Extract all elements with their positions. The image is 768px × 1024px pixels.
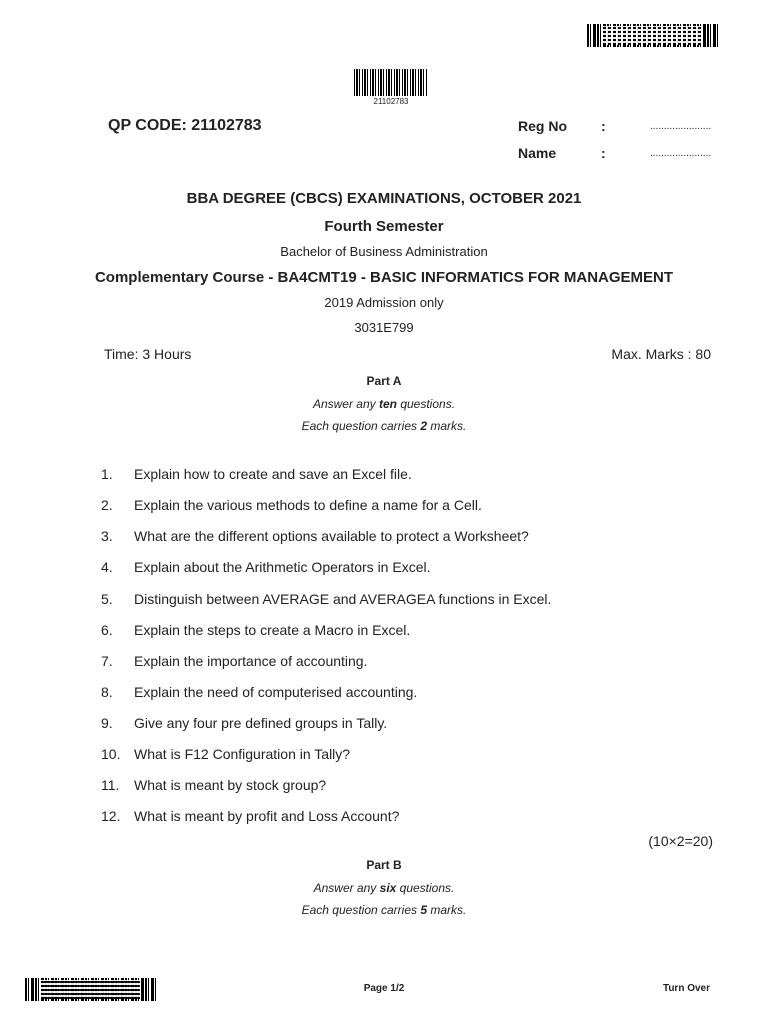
exam-title: BBA DEGREE (CBCS) EXAMINATIONS, OCTOBER 2021	[186, 190, 582, 207]
question-7: 7. Explain the importance of accounting.	[101, 653, 368, 669]
question-8: 8. Explain the need of computerised accounting.	[101, 684, 418, 700]
part-a-marks: (10×2=20)	[648, 833, 713, 849]
part-b-instruction-1: Answer any six questions.	[313, 881, 455, 895]
question-2: 2. Explain the various methods to define a name for a Cell.	[101, 497, 482, 513]
question-11: 11. What is meant by stock group?	[101, 777, 327, 793]
barcode-top-right	[587, 24, 718, 47]
question-6: 6. Explain the steps to create a Macro in Excel.	[101, 622, 411, 638]
turn-over: Turn Over	[662, 983, 710, 994]
question-3: 3. What are the different options available to protect a Worksheet?	[101, 528, 529, 544]
part-a-instruction-1: Answer any ten questions.	[312, 397, 456, 411]
question-1: 1. Explain how to create and save an Excel file.	[101, 466, 412, 482]
question-9: 9. Give any four pre defined groups in Tally.	[101, 715, 388, 731]
part-b-instruction-2: Each question carries 5 marks.	[301, 903, 467, 917]
reg-no-colon: :	[601, 118, 606, 134]
max-marks: Max. Marks : 80	[611, 346, 711, 362]
admission: 2019 Admission only	[324, 295, 444, 310]
part-b-title: Part B	[366, 858, 402, 872]
qp-code: QP CODE: 21102783	[108, 117, 262, 134]
question-4: 4. Explain about the Arithmetic Operators in Excel.	[101, 559, 431, 575]
exam-time: Time: 3 Hours	[104, 346, 192, 362]
name-field: ......................	[650, 148, 712, 159]
paper-code: 3031E799	[354, 320, 414, 335]
reg-no-field: ......................	[650, 121, 712, 132]
question-5: 5. Distinguish between AVERAGE and AVERAGEA functions in Excel.	[101, 591, 552, 607]
part-a-instruction-2: Each question carries 2 marks.	[301, 419, 467, 433]
semester: Fourth Semester	[324, 218, 444, 235]
name-colon: :	[601, 145, 606, 161]
question-10: 10. What is F12 Configuration in Tally?	[101, 746, 351, 762]
reg-no-label: Reg No	[518, 118, 567, 134]
page-number: Page 1/2	[363, 983, 405, 994]
programme: Bachelor of Business Administration	[280, 244, 488, 259]
question-12: 12. What is meant by profit and Loss Account?	[101, 808, 400, 824]
barcode-number: 21102783	[373, 97, 409, 106]
course-title: Complementary Course - BA4CMT19 - BASIC INFORMATICS FOR MANAGEMENT	[94, 269, 674, 286]
name-label: Name	[518, 145, 557, 161]
part-a-title: Part A	[366, 374, 402, 388]
barcode-center	[354, 69, 428, 96]
